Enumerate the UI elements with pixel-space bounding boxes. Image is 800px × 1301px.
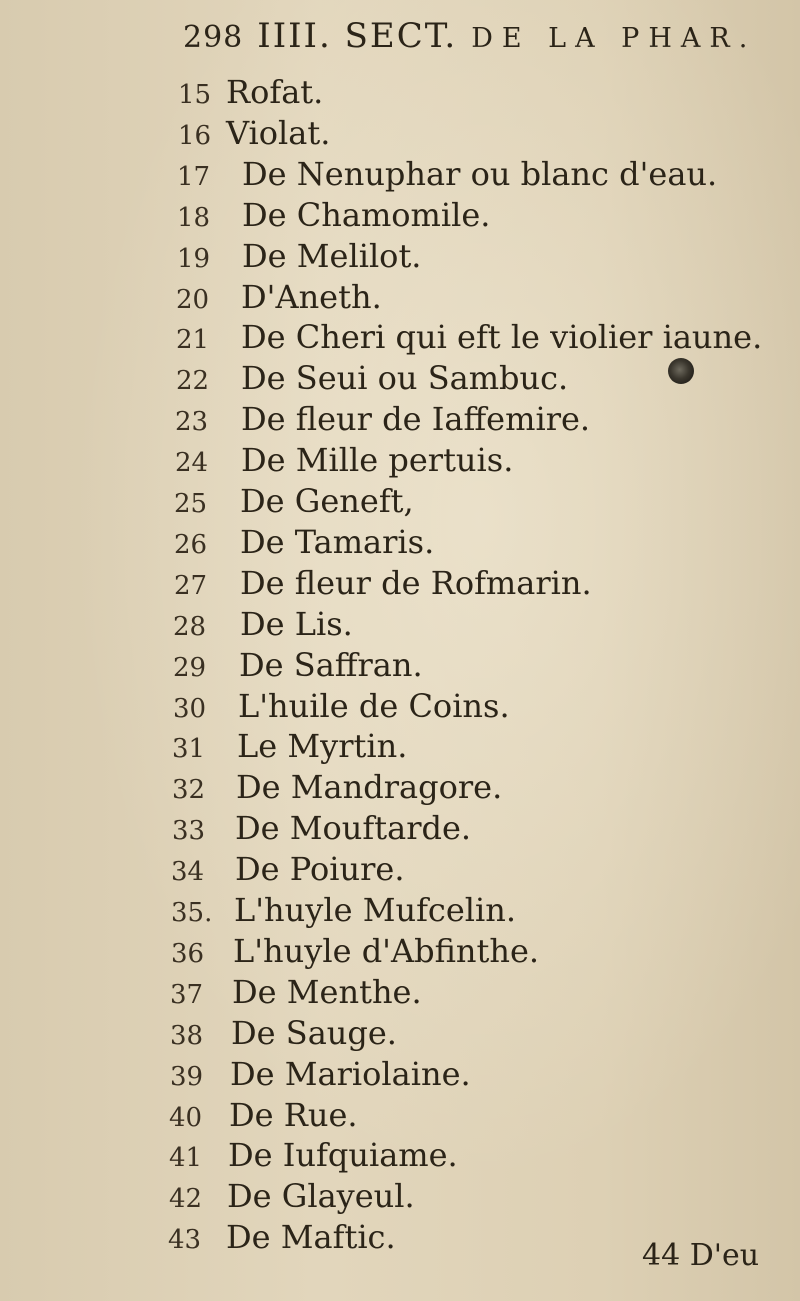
entry-number: 36 — [171, 939, 205, 969]
entry-number: 41 — [169, 1143, 203, 1173]
entry-number: 16 — [178, 121, 212, 151]
entry-row — [0, 154, 800, 196]
entry-text: De Lis. — [240, 605, 353, 643]
entry-number: 42 — [169, 1184, 203, 1214]
entry-text: Rofat. — [226, 73, 324, 111]
entry-number: 35. — [171, 898, 213, 928]
ink-blot — [668, 358, 694, 384]
entry-text: De fleur de Iaffemire. — [241, 400, 591, 438]
entry-number: 18 — [177, 203, 211, 233]
entry-text: De Cheri qui eft le violier iaune. — [241, 318, 763, 356]
entry-row — [0, 726, 800, 768]
entry-number: 33 — [172, 816, 206, 846]
entry-number: 24 — [175, 448, 209, 478]
catchword: 44 D'eu — [642, 1238, 760, 1273]
entry-number: 37 — [170, 980, 204, 1010]
entry-text: De Saffran. — [239, 646, 423, 684]
running-title: DE LA PHAR. — [471, 23, 757, 54]
entry-text: De Geneft, — [240, 482, 414, 520]
section-label: IIII. SECT. — [257, 16, 458, 56]
entry-text: De fleur de Rofmarin. — [240, 564, 592, 602]
entry-row — [0, 440, 800, 482]
entry-number: 38 — [170, 1021, 204, 1051]
entry-row — [0, 522, 800, 564]
entry-text: De Seui ou Sambuc. — [241, 359, 569, 397]
entry-text: L'huyle d'Abfinthe. — [233, 932, 540, 970]
entry-text: De Mille pertuis. — [241, 441, 514, 479]
entry-text: De Maftic. — [226, 1218, 396, 1256]
entry-text: De Chamomile. — [242, 196, 491, 234]
entry-row — [0, 236, 800, 278]
entry-row — [0, 72, 800, 114]
entry-row — [0, 1013, 800, 1055]
entry-number: 34 — [171, 857, 205, 887]
entry-text: De Melilot. — [242, 237, 422, 275]
entry-row — [0, 317, 800, 359]
entry-row — [0, 604, 800, 646]
entry-row — [0, 1054, 800, 1096]
entry-text: De Tamaris. — [240, 523, 435, 561]
entry-number: 43 — [168, 1225, 202, 1255]
entry-text: De Nenuphar ou blanc d'eau. — [242, 155, 718, 193]
page-number: 298 — [183, 20, 244, 55]
entry-row — [0, 972, 800, 1014]
entry-row — [0, 767, 800, 809]
entry-row — [0, 195, 800, 237]
entry-row — [0, 481, 800, 523]
entry-number: 39 — [170, 1062, 204, 1092]
entry-row — [0, 563, 800, 605]
entry-row — [0, 1095, 800, 1137]
entry-text: De Glayeul. — [227, 1177, 415, 1215]
entry-number: 27 — [174, 571, 208, 601]
entry-row — [0, 808, 800, 850]
entry-number: 25 — [174, 489, 208, 519]
entry-text: Violat. — [226, 114, 331, 152]
entry-text: De Sauge. — [231, 1014, 397, 1052]
entry-row — [0, 1135, 800, 1177]
entry-text: L'huyle Mufcelin. — [234, 891, 517, 929]
entry-number: 29 — [173, 653, 207, 683]
entry-text: De Mariolaine. — [230, 1055, 471, 1093]
entry-row — [0, 645, 800, 687]
entry-row — [0, 686, 800, 728]
entry-number: 31 — [172, 734, 206, 764]
entry-row — [0, 1176, 800, 1218]
entry-number: 26 — [174, 530, 208, 560]
entry-number: 32 — [172, 775, 206, 805]
entry-number: 28 — [173, 612, 207, 642]
entry-row — [0, 399, 800, 441]
entry-text: De Poiure. — [235, 850, 405, 888]
entry-number: 21 — [176, 325, 210, 355]
entry-text: Le Myrtin. — [237, 727, 408, 765]
entry-text: D'Aneth. — [241, 278, 382, 316]
entry-row — [0, 277, 800, 319]
entry-text: De Iufquiame. — [228, 1136, 458, 1174]
entry-row — [0, 849, 800, 891]
entry-number: 23 — [175, 407, 209, 437]
entry-row — [0, 113, 800, 155]
entry-number: 22 — [176, 366, 210, 396]
entry-number: 17 — [177, 162, 211, 192]
entry-text: De Rue. — [229, 1096, 358, 1134]
entry-text: De Mouftarde. — [235, 809, 472, 847]
entry-text: L'huile de Coins. — [238, 687, 510, 725]
entry-text: De Menthe. — [232, 973, 422, 1011]
entry-text: De Mandragore. — [236, 768, 503, 806]
entry-row — [0, 890, 800, 932]
entry-number: 20 — [176, 285, 210, 315]
entry-number: 40 — [169, 1103, 203, 1133]
entry-row — [0, 931, 800, 973]
entry-number: 15 — [178, 80, 212, 110]
entry-number: 19 — [177, 244, 211, 274]
entry-number: 30 — [173, 694, 207, 724]
